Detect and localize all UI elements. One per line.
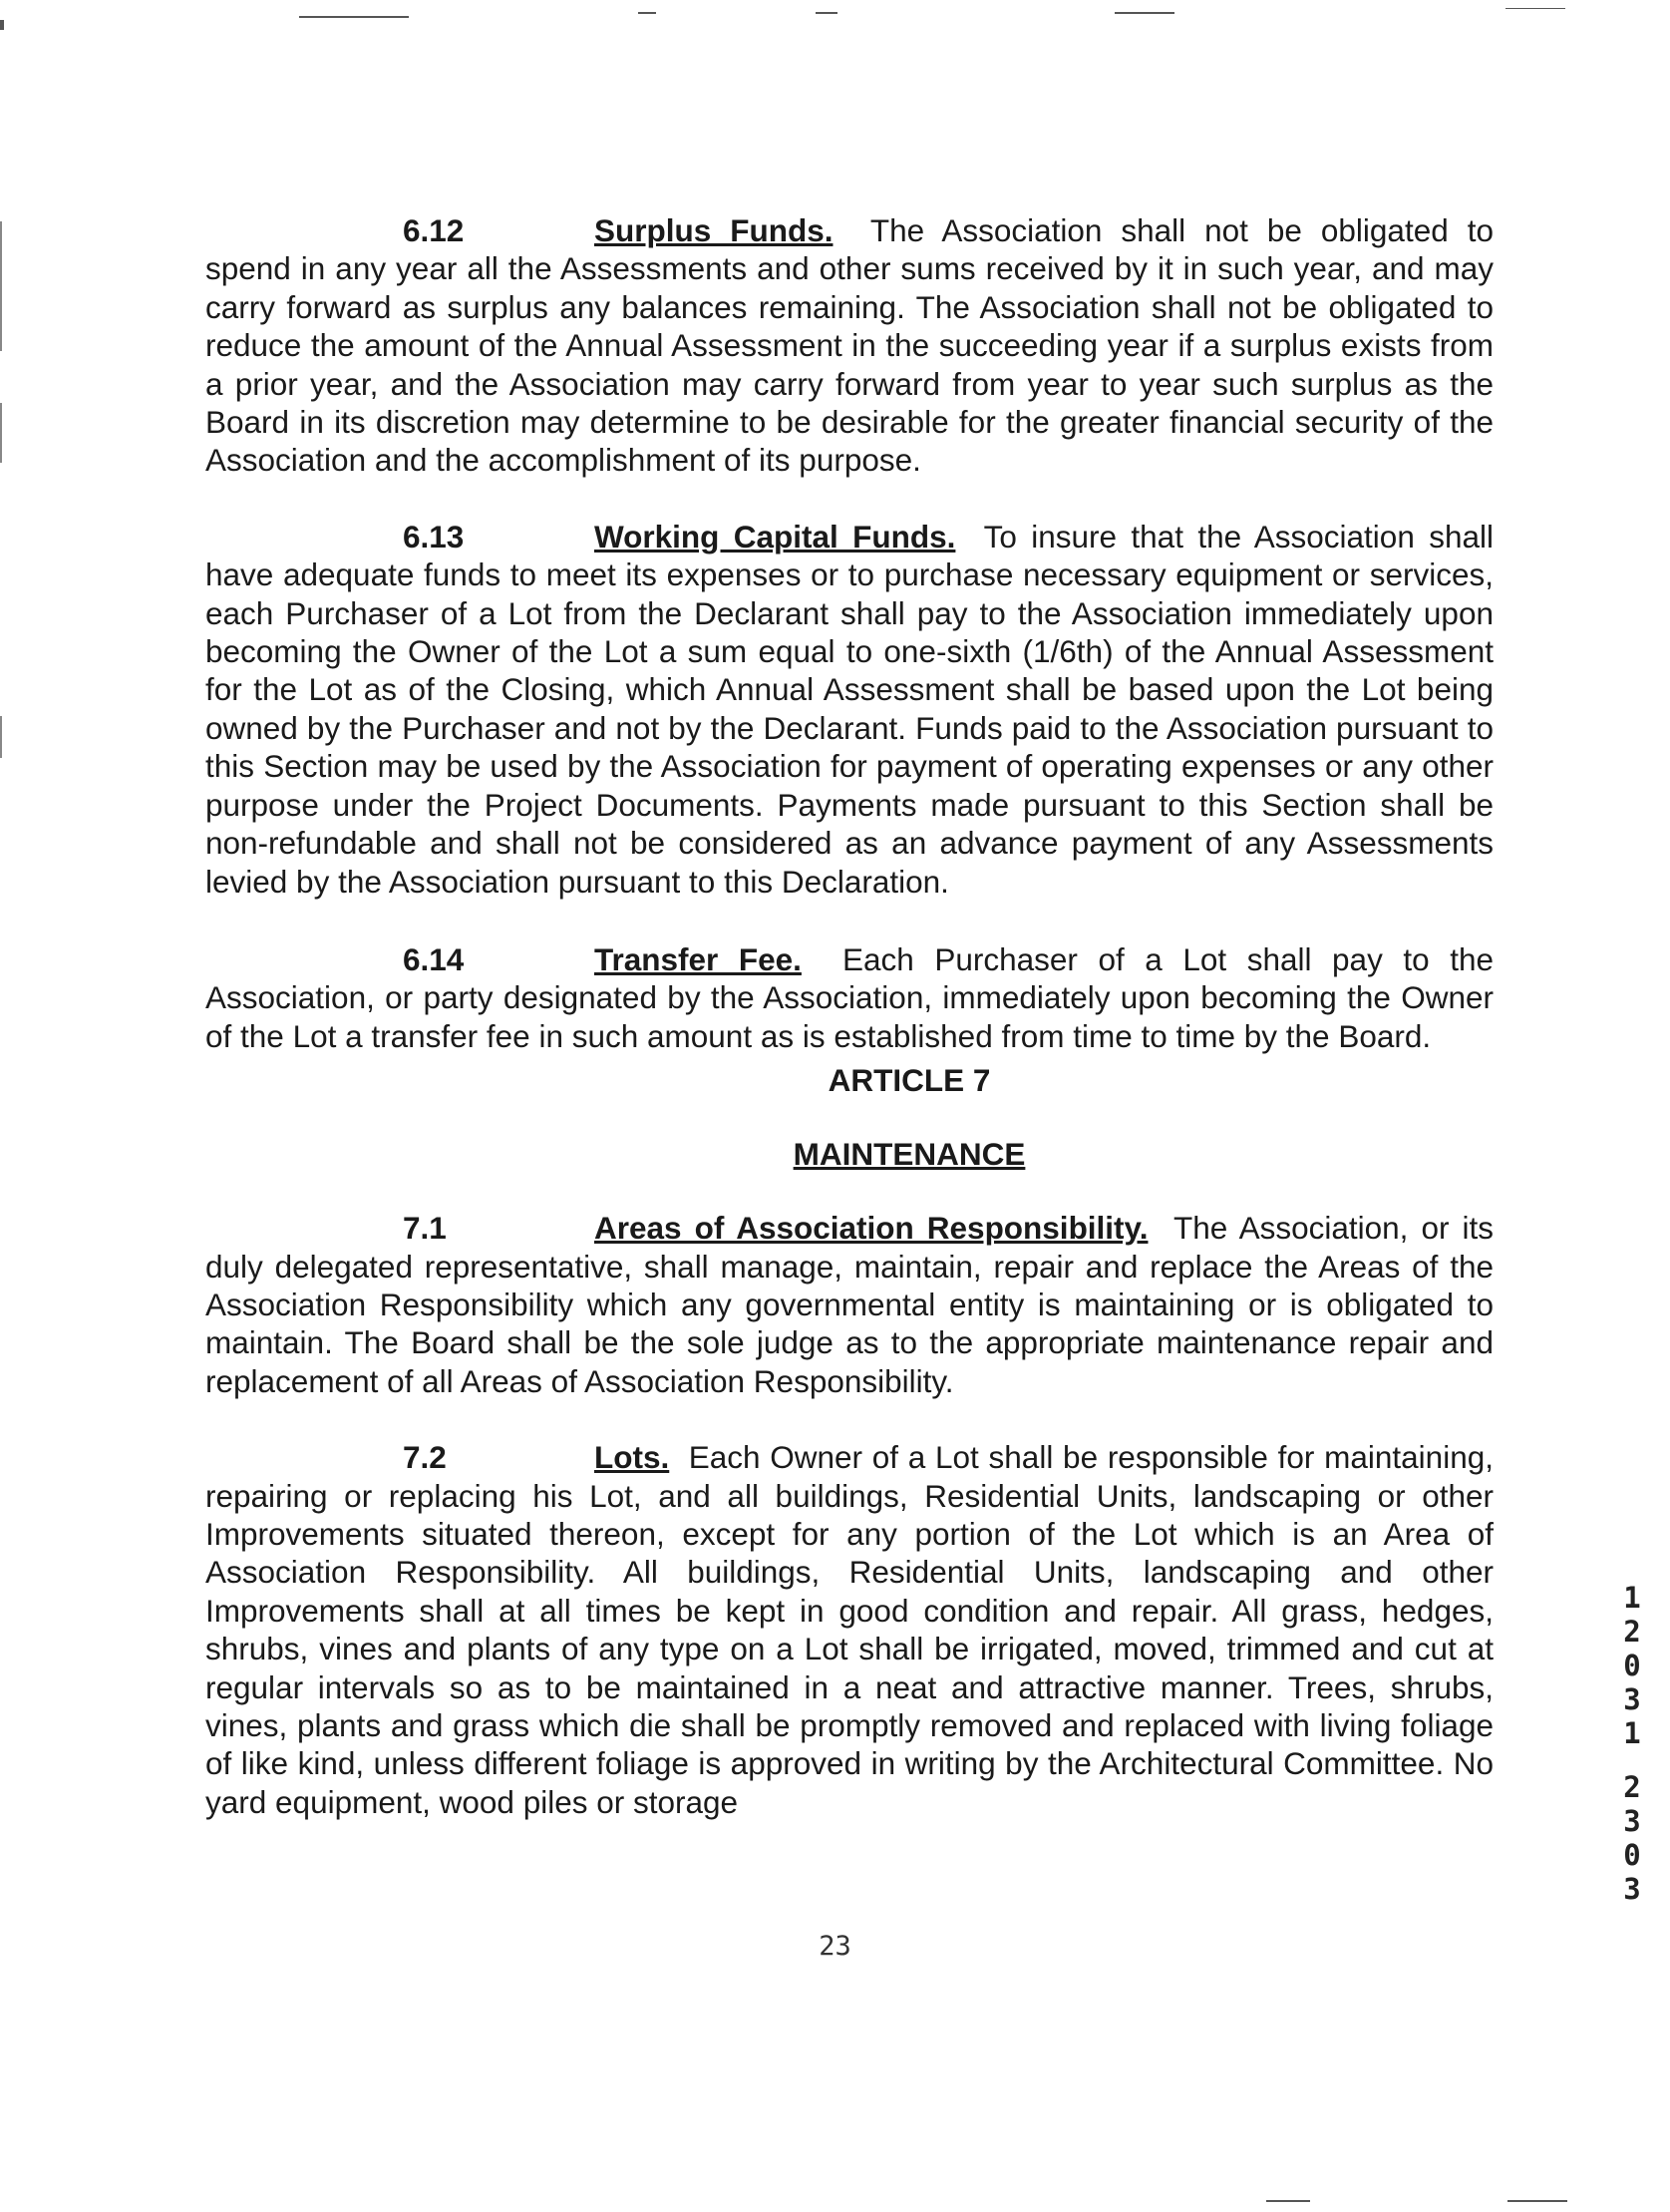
article-title: MAINTENANCE [793, 1136, 1026, 1173]
stamp-digit: 1 [1623, 1716, 1641, 1750]
section-7-2 [205, 1438, 1494, 1821]
section-text: Each Purchaser of a Lot shall pay to the Association, or party designated by the Association, immediately upon becoming the Owner of the Lot a transfer fee in such amount as is established from time to time by the Board. [205, 940, 1494, 1054]
section-number: 7.2 [403, 1439, 447, 1476]
stamp-digit: 3 [1623, 1872, 1641, 1906]
section-text: Each Owner of a Lot shall be responsible for maintaining, repairing or replacing his Lot, and all buildings, Residential Units, landscaping or other Improvements situated thereon, except for any portion of the Lot which is an Area of Association Responsibility. All buildings, Residential Units, landscaping and other Improvements shall at all times be kept in good condition and repair. All grass, hedges, shrubs, vines and plants of any type on a Lot shall be irrigated, moved, trimmed and cut at regular intervals so as to be maintained in a neat and attractive manner. Trees, shrubs, vines, plants and grass which die shall be promptly removed and replaced with living foliage of like kind, unless different foliage is approved in writing by the Architectural Committee. No yard equipment, wood piles or storage [205, 1439, 1494, 1820]
recording-stamp-bottom [1617, 1770, 1647, 1906]
stamp-digit: 2 [1623, 1615, 1641, 1649]
scan-artifact [1115, 12, 1174, 14]
section-number: 6.12 [403, 212, 465, 248]
section-heading: Lots. [594, 1439, 670, 1476]
section-text: To insure that the Association shall have adequate funds to meet its expenses or to purchase necessary equipment or services, each Purchaser of a Lot from the Declarant shall pay to the Association immediately upon becoming the Owner of the Lot a sum equal to one-sixth (1/6th) of the Annual Assessment for the Lot as of the Closing, which Annual Assessment shall be based upon the Lot being owned by the Purchaser and not by the Declarant. Funds paid to the Association pursuant to this Section may be used by the Association for payment of operating expenses or any other purpose under the Project Documents. Payments made pursuant to this Section shall be non-refundable and shall not be considered as an advance payment of any Assessments levied by the Association pursuant to this Declaration. [205, 518, 1494, 900]
recording-stamp-top [1617, 1581, 1647, 1750]
stamp-digit: 1 [1623, 1581, 1641, 1615]
section-heading: Transfer Fee. [594, 940, 802, 977]
scan-artifact [1507, 2200, 1567, 2202]
scan-artifact [0, 221, 2, 351]
scan-artifact [0, 716, 2, 758]
section-number: 6.14 [403, 940, 465, 977]
section-number: 6.13 [403, 518, 465, 554]
stamp-digit: 0 [1623, 1649, 1641, 1682]
article-label: ARTICLE 7 [828, 1062, 991, 1099]
stamp-digit: 3 [1623, 1804, 1641, 1838]
section-6-13 [205, 518, 1494, 901]
stamp-digit: 2 [1623, 1770, 1641, 1804]
scan-artifact [816, 12, 837, 14]
section-text: The Association shall not be obligated to spend in any year all the Assessments and other sums received by it in such year, and may carry forward as surplus any balances remaining. The Association shall not be obligated to reduce the amount of the Annual Assessment in the succeeding year if a surplus exists from a prior year, and the Association may carry forward from year to year such surplus as the Board in its discretion may determine to be desirable for the greater financial security of the Association and the accomplishment of its purpose. [205, 212, 1494, 479]
section-number: 7.1 [403, 1210, 447, 1247]
scan-artifact [0, 20, 4, 30]
scan-artifact [1505, 8, 1565, 9]
page-number: 23 [819, 1931, 851, 1962]
section-heading: Areas of Association Responsibility. [594, 1210, 1149, 1247]
scan-artifact [299, 16, 409, 18]
section-7-1 [205, 1209, 1494, 1400]
stamp-digit: 3 [1623, 1682, 1641, 1716]
scan-artifact [1266, 2200, 1310, 2202]
section-6-12 [205, 211, 1494, 480]
section-6-14 [205, 940, 1494, 1055]
document-body [205, 211, 1494, 1821]
scan-artifact [0, 403, 2, 463]
section-text: The Association, or its duly delegated representative, shall manage, maintain, repair and replace the Areas of the Association Responsibility which any governmental entity is maintaining or is obligated to maintain. The Board shall be the sole judge as to the appropriate maintenance repair and replacement of all Areas of Association Responsibility. [205, 1210, 1495, 1399]
stamp-digit: 0 [1623, 1838, 1641, 1872]
section-heading: Working Capital Funds. [594, 518, 956, 554]
section-heading: Surplus Funds. [594, 212, 834, 248]
scan-artifact [638, 12, 656, 14]
